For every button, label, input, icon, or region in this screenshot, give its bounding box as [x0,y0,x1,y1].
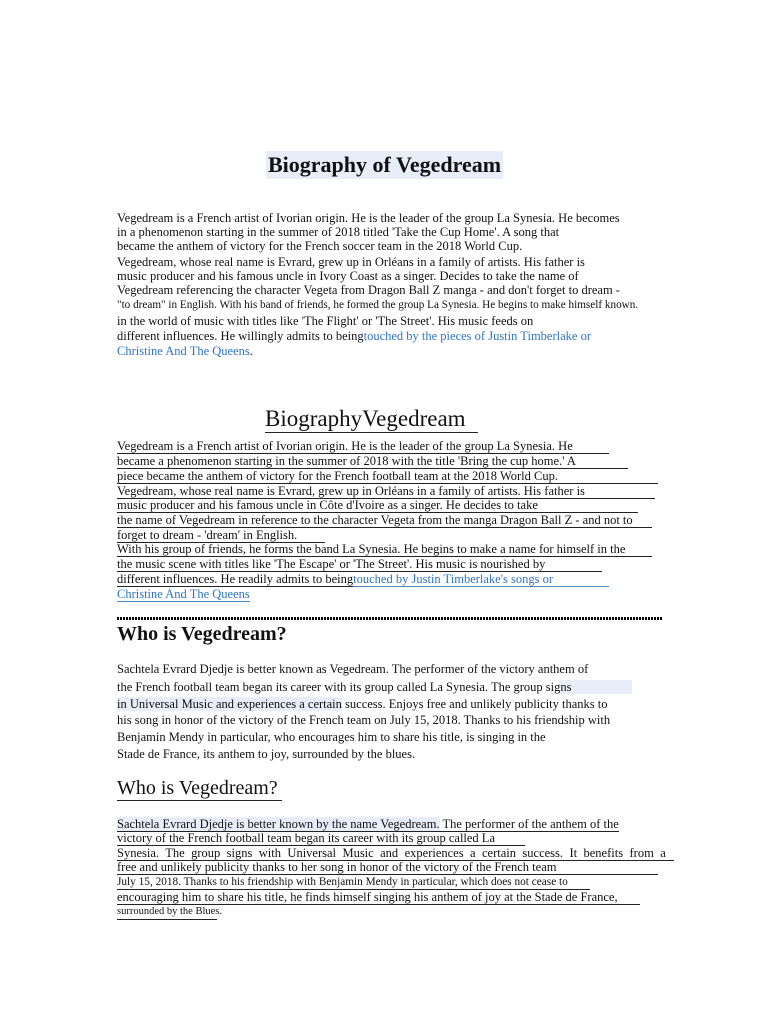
s4-line-2: victory of the French football team began its career with its group called La [117,831,525,846]
dotted-divider [117,617,663,620]
s2-line-10 [117,572,609,586]
section1-title: Biography of Vegedream [268,152,502,177]
s1-line-1: Vegedream is a French artist of Ivorian origin. He is the leader of the group La Synesia. He becomes [117,211,620,225]
s2-line-2: became a phenomenon starting in the summer of 2018 with the title 'Bring the cup home.' A [117,454,628,469]
s1-line-7: "to dream" in English. With his band of friends, he formed the group La Synesia. He begins to make himself known. [117,299,639,311]
s3-line-2 [117,680,632,694]
s1-line-4: Vegedream, whose real name is Evrard, grew up in Orléans in a family of artists. His father is [117,255,585,269]
s3-line-4: his song in honor of the victory of the French team on July 15, 2018. Thanks to his friendship with [117,713,611,727]
s4-line-4: free and unlikely publicity thanks to her song in honor of the victory of the French team [117,860,658,875]
s3-line-3-text: success. Enjoys free and unlikely publicity thanks to [341,697,608,711]
s4-line-1-highlight: Sachtela Evrard Djedje is better known by the name Vegedream. [117,817,440,831]
section4-title: Who is Vegedream? [117,777,282,801]
s2-line-8: With his group of friends, he forms the band La Synesia. He begins to make a name for himself in the [117,542,652,557]
s2-line-6: the name of Vegedream in reference to the character Vegeta from the manga Dragon Ball Z - and not to [117,513,652,528]
s2-line-4: Vegedream, whose real name is Evrard, grew up in Orléans in a family of artists. His father is [117,484,655,499]
s1-last-line-text: different influences. He willingly admits to being [117,329,364,343]
s2-line-1: Vegedream is a French artist of Ivorian origin. He is the leader of the group La Synesia. He [117,439,609,454]
s4-line-1 [117,817,619,831]
s3-line-2-highlight: ns [560,680,631,694]
s1-line-9 [117,329,591,343]
s1-line-2: in a phenomenon starting in the summer of 2018 titled 'Take the Cup Home'. A song that [117,225,560,239]
s4-line-7: surrounded by the Blues. [117,905,217,920]
s2-line-11 [117,587,250,601]
s3-line-6: Stade de France, its anthem to joy, surrounded by the blues. [117,747,416,761]
s1-line-3: became the anthem of victory for the French soccer team in the 2018 World Cup. [117,239,523,253]
s3-line-3 [117,697,608,711]
s1-line-6: Vegedream referencing the character Vegeta from Dragon Ball Z manga - and don't forget to dream - [117,283,620,297]
s4-line-6: encouraging him to share his title, he finds himself singing his anthem of joy at the Stade de France, [117,890,640,905]
s2-link-cont[interactable]: Christine And The Queens [117,587,250,601]
section3-title: Who is Vegedream? [117,623,287,645]
section2-title: BiographyVegedream [265,406,478,433]
s1-link-cont[interactable]: Christine And The Queens [117,344,250,358]
s2-line-5: music producer and his famous uncle in Côte d'Ivoire as a singer. He decides to take [117,498,638,513]
s3-line-1: Sachtela Evrard Djedje is better known as Vegedream. The performer of the victory anthem of [117,662,589,676]
s1-link[interactable]: touched by the pieces of Justin Timberlake or [363,329,591,343]
s2-last-line-text: different influences. He readily admits to being [117,572,354,586]
s3-line-2-text: the French football team began its career with its group called La Synesia. The group sig [117,680,561,694]
s2-line-3: piece became the anthem of victory for the French football team at the 2018 World Cup. [117,469,658,484]
s2-line-9: the music scene with titles like 'The Escape' or 'The Street'. His music is nourished by [117,557,602,572]
s2-line-7: forget to dream - 'dream' in English. [117,528,325,543]
s4-line-3: Synesia. The group signs with Universal Music and experiences a certain success. It benefits from a [117,846,674,861]
s1-line-8: in the world of music with titles like 'The Flight' or 'The Street'. His music feeds on [117,314,534,328]
s1-line-10 [117,344,253,358]
s1-trailing: . [249,344,253,358]
s2-link[interactable]: touched by Justin Timberlake's songs or [353,572,609,587]
s4-line-1-text: The performer of the anthem of the [439,817,619,831]
s3-line-3-highlight: in Universal Music and experiences a certain [117,697,342,711]
s4-line-5: July 15, 2018. Thanks to his friendship with Benjamin Mendy in particular, which does not cease to [117,875,590,890]
s1-line-5: music producer and his famous uncle in Ivory Coast as a singer. Decides to take the name of [117,269,579,283]
s3-line-5: Benjamin Mendy in particular, who encourages him to share his title, is singing in the [117,730,546,744]
